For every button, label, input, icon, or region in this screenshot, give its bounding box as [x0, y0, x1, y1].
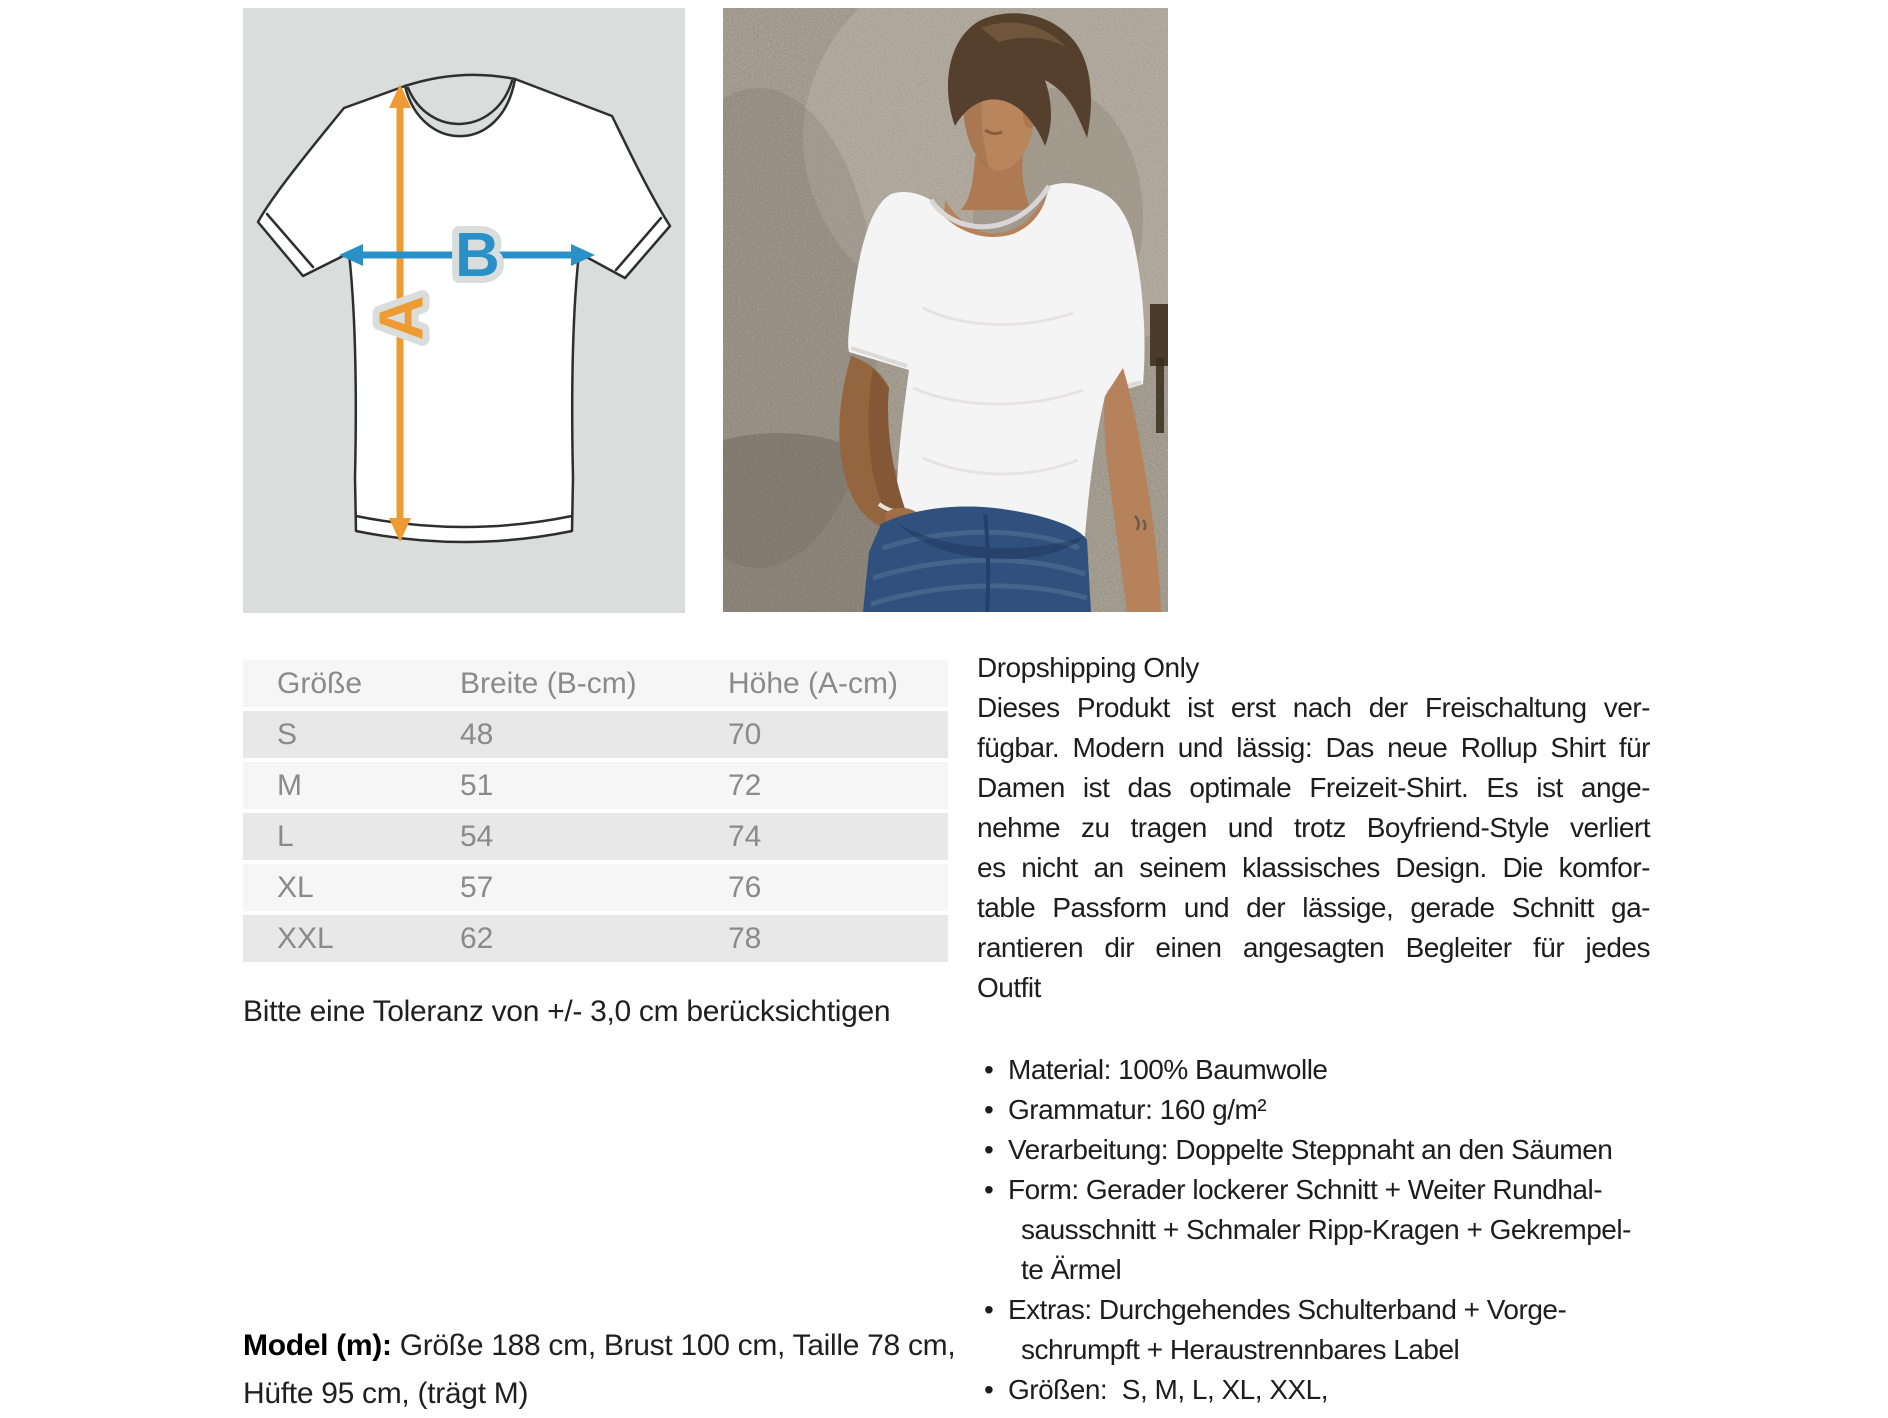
- table-row-l: [243, 813, 948, 860]
- hoehe-cell: 72: [728, 768, 762, 802]
- model-photo: [723, 8, 1168, 612]
- breite-cell: 54: [460, 819, 494, 853]
- description-line: Dieses Produkt ist erst nach der Freischaltung ver-: [977, 692, 1650, 723]
- feature-text: Extras: Durchgehendes Schulterband + Vorge-: [1008, 1294, 1567, 1325]
- description-line-last: Outfit: [977, 972, 1041, 1003]
- table-row-m: [243, 762, 948, 809]
- model-info-label: Model (m):: [243, 1329, 392, 1362]
- bullet-icon: •: [984, 1174, 994, 1205]
- description-line: Damen ist das optimale Freizeit-Shirt. Es ist ange-: [977, 772, 1650, 803]
- table-row-s: [243, 711, 948, 758]
- size-cell: M: [277, 768, 302, 802]
- size-table: [243, 660, 948, 966]
- size-cell: XXL: [277, 921, 334, 955]
- feature-verarbeitung: [977, 1130, 1650, 1170]
- description-line: nehme zu tragen und trotz Boyfriend-Style verliert: [977, 812, 1650, 843]
- feature-text: Material: 100% Baumwolle: [1008, 1054, 1328, 1085]
- model-info-line1: Größe 188 cm, Brust 100 cm, Taille 78 cm,: [391, 1329, 956, 1362]
- bullet-icon: •: [984, 1134, 994, 1165]
- feature-text-cont: te Ärmel: [1021, 1254, 1122, 1285]
- feature-text: Verarbeitung: Doppelte Steppnaht an den Säumen: [1008, 1134, 1613, 1165]
- size-cell: S: [277, 717, 298, 751]
- column-header-hoehe: Höhe (A-cm): [728, 666, 899, 700]
- bullet-icon: •: [984, 1054, 994, 1085]
- feature-material: [977, 1050, 1650, 1090]
- breite-cell: 62: [460, 921, 494, 955]
- size-diagram-panel: [243, 8, 685, 613]
- tolerance-note: Bitte eine Toleranz von +/- 3,0 cm berücksichtigen: [243, 995, 891, 1028]
- collar-back-line: [405, 75, 515, 86]
- feature-text: Grammatur: 160 g/m²: [1008, 1094, 1267, 1125]
- description-title: Dropshipping Only: [977, 652, 1199, 683]
- column-header-breite: Breite (B-cm): [460, 666, 637, 700]
- bullet-icon: •: [984, 1294, 994, 1325]
- measure-label-a: A: [367, 295, 437, 341]
- breite-cell: 48: [460, 717, 494, 751]
- model-info: [243, 1322, 1033, 1418]
- bullet-icon: •: [984, 1094, 994, 1125]
- feature-text: Größen: S, M, L, XL, XXL,: [1008, 1374, 1329, 1405]
- feature-text-cont: sausschnitt + Schmaler Ripp-Kragen + Gekrempel-: [1021, 1214, 1631, 1245]
- hoehe-cell: 76: [728, 870, 762, 904]
- table-row-xl: [243, 864, 948, 911]
- feature-form: [977, 1170, 1650, 1290]
- tshirt-outline: [258, 79, 670, 542]
- collar-inner-line: [408, 81, 512, 124]
- description-line: table Passform und der lässige, gerade Schnitt ga-: [977, 892, 1650, 923]
- measure-label-b: B: [455, 221, 500, 290]
- feature-text-cont: schrumpft + Heraustrennbares Label: [1021, 1334, 1460, 1365]
- hoehe-cell: 70: [728, 717, 762, 751]
- feature-grammatur: [977, 1090, 1650, 1130]
- feature-extras: [977, 1290, 1650, 1370]
- hoehe-cell: 78: [728, 921, 762, 955]
- breite-cell: 57: [460, 870, 494, 904]
- description-line: rantieren dir einen angesagten Begleiter für jedes: [977, 932, 1650, 963]
- feature-text: Form: Gerader lockerer Schnitt + Weiter Rundhal-: [1008, 1174, 1603, 1205]
- model-info-line2: Hüfte 95 cm, (trägt M): [243, 1377, 529, 1410]
- column-header-groesse: Größe: [277, 666, 363, 700]
- description-line: fügbar. Modern und lässig: Das neue Rollup Shirt für: [977, 732, 1650, 763]
- breite-cell: 51: [460, 768, 494, 802]
- description-line: es nicht an seinem klassisches Design. Die komfor-: [977, 852, 1650, 883]
- table-row-xxl: [243, 915, 948, 962]
- size-table-header-row: [243, 660, 948, 707]
- feature-groessen: [977, 1370, 1650, 1410]
- feature-list: [977, 1050, 1650, 1410]
- tshirt-measurement-diagram: [243, 8, 685, 613]
- product-description: [977, 648, 1650, 1410]
- size-cell: L: [277, 819, 294, 853]
- bullet-icon: •: [984, 1374, 994, 1405]
- model-photo-panel: [723, 8, 1168, 612]
- hoehe-cell: 74: [728, 819, 762, 853]
- size-cell: XL: [277, 870, 314, 904]
